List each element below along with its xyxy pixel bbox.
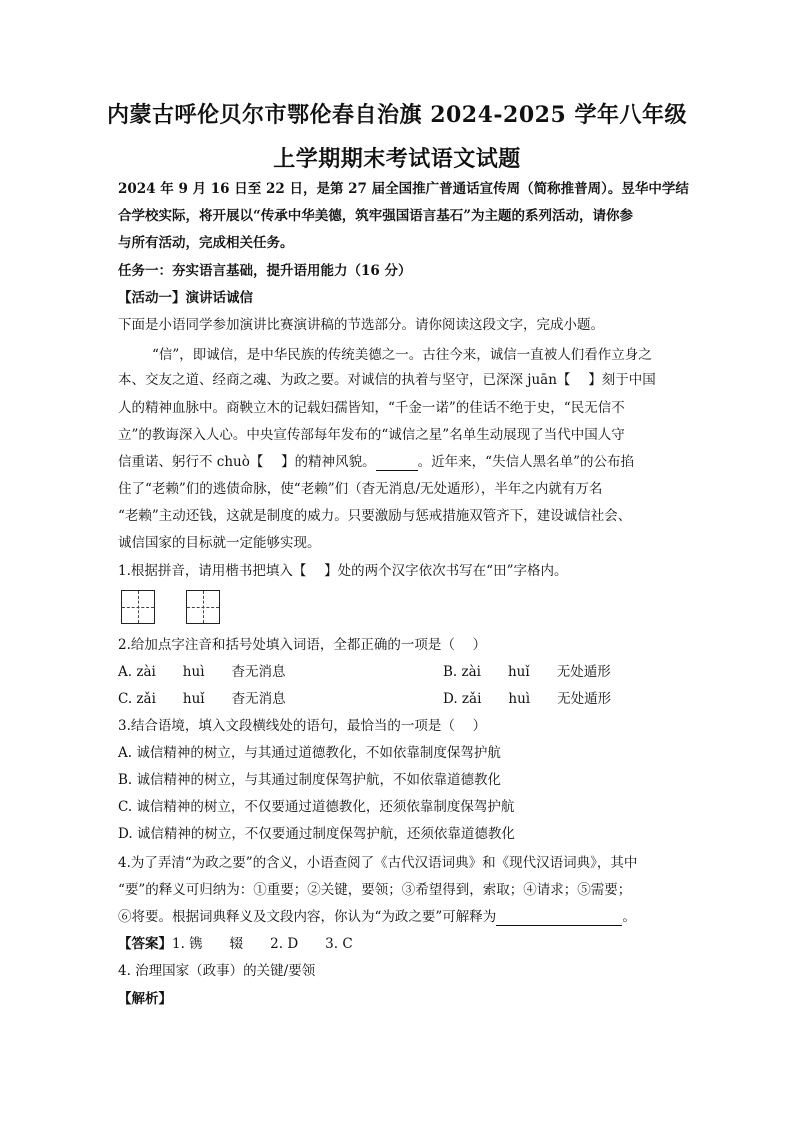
question-4-line-3-end: 。: [622, 909, 636, 925]
question-3-option-c: C. 诚信精神的树立，不仅要通过道德教化，还须依靠制度保驾护航: [118, 799, 515, 815]
title-line-2: 上学期期末考试语文试题: [273, 146, 521, 172]
question-2-option-a: A. zài huì 杳无消息: [118, 664, 286, 680]
intro-line-3: 与所有活动，完成相关任务。: [118, 235, 294, 251]
passage-line-2: 本、交友之道、经商之魂、为政之要。对诚信的执着与坚守，已深深 juān【 】刻于中国: [118, 372, 656, 388]
passage-line-5: [118, 453, 678, 471]
question-2-stem: 2.给加点字注音和括号处填入词语，全都正确的一项是（ ）: [118, 637, 487, 653]
passage-line-3: 人的精神血脉中。商鞅立木的记载妇孺皆知，“千金一诺”的佳话不绝于史，“民无信不: [118, 400, 625, 416]
fill-blank: [376, 470, 418, 471]
passage-line-5-end: 。近年来，“失信人黑名单”的公布掐: [417, 454, 634, 470]
question-3-stem: 3.结合语境，填入文段横线处的语句，最恰当的一项是（ ）: [118, 718, 487, 734]
question-2-option-b: B. zài huǐ 无处遁形: [443, 664, 611, 680]
tian-grid-1: [121, 590, 155, 624]
intro-line-2: 合学校实际，将开展以“传承中华美德，筑牢强国语言基石”为主题的系列活动，请你参: [118, 208, 634, 224]
instruction-text: 下面是小语同学参加演讲比赛演讲稿的节选部分。请你阅读这段文字，完成小题。: [118, 317, 604, 333]
title-line-1: 内蒙古呼伦贝尔市鄂伦春自治旗 2024-2025 学年八年级: [107, 102, 687, 128]
tian-grid-2: [186, 590, 220, 624]
question-4-line-3-text: ⑥将要。根据词典释义及文段内容，你认为“为政之要”可解释为: [118, 909, 497, 925]
question-1: 1.根据拼音，请用楷书把填入【 】处的两个汉字依次书写在“田”字格内。: [118, 563, 568, 579]
answer-blank: [496, 925, 622, 926]
passage-line-8: 诚信国家的目标就一定能够实现。: [118, 535, 321, 551]
question-3-option-b: B. 诚信精神的树立，与其通过制度保驾护航，不如依靠道德教化: [118, 772, 502, 788]
question-4-line-3: [118, 908, 678, 926]
answer-label: 【答案】: [118, 936, 172, 952]
question-2-option-c: C. zǎi huǐ 杳无消息: [118, 691, 286, 707]
passage-line-5-start: 信重诺、躬行不 chuò【 】的精神风貌。: [118, 454, 376, 470]
question-3-option-d: D. 诚信精神的树立，不仅要通过制度保驾护航，还须依靠道德教化: [118, 826, 515, 842]
question-3-option-a: A. 诚信精神的树立，与其通过道德教化，不如依靠制度保驾护航: [118, 745, 501, 761]
question-4-line-2: “要”的释义可归纳为：①重要；②关键，要领；③希望得到，索取；④请求；⑤需要；: [118, 882, 632, 898]
analysis-label: 【解析】: [118, 991, 172, 1007]
answer-q4: 4. 治理国家（政事）的关键/要领: [118, 963, 316, 979]
intro-line-1: 2024 年 9 月 16 日至 22 日，是第 27 届全国推广普通话宣传周（简称推普周）。昱华中学结: [118, 181, 689, 197]
passage-line-1: “信”，即诚信，是中华民族的传统美德之一。古往今来，诚信一直被人们看作立身之: [152, 347, 652, 363]
answer-line: [118, 935, 678, 953]
activity-heading: 【活动一】演讲话诚信: [118, 290, 253, 306]
answer-text: 1. 镌 辍 2. D 3. C: [172, 936, 353, 952]
question-2-option-d: D. zǎi huì 无处遁形: [443, 691, 612, 707]
passage-line-6: 住了“老赖”们的逃债命脉，使“老赖”们（杳无消息/无处遁形），半年之内就有万名: [118, 481, 603, 497]
question-4-line-1: 4.为了弄清“为政之要”的含义，小语查阅了《古代汉语词典》和《现代汉语词典》，其中: [118, 855, 638, 871]
passage-line-7: “老赖”主动还钱，这就是制度的威力。只要激励与惩戒措施双管齐下，建设诚信社会、: [118, 508, 632, 524]
task-heading: 任务一：夯实语言基础，提升语用能力（16 分）: [118, 263, 412, 279]
passage-line-4: 立”的教诲深入人心。中央宣传部每年发布的“诚信之星”名单生动展现了当代中国人守: [118, 427, 625, 443]
